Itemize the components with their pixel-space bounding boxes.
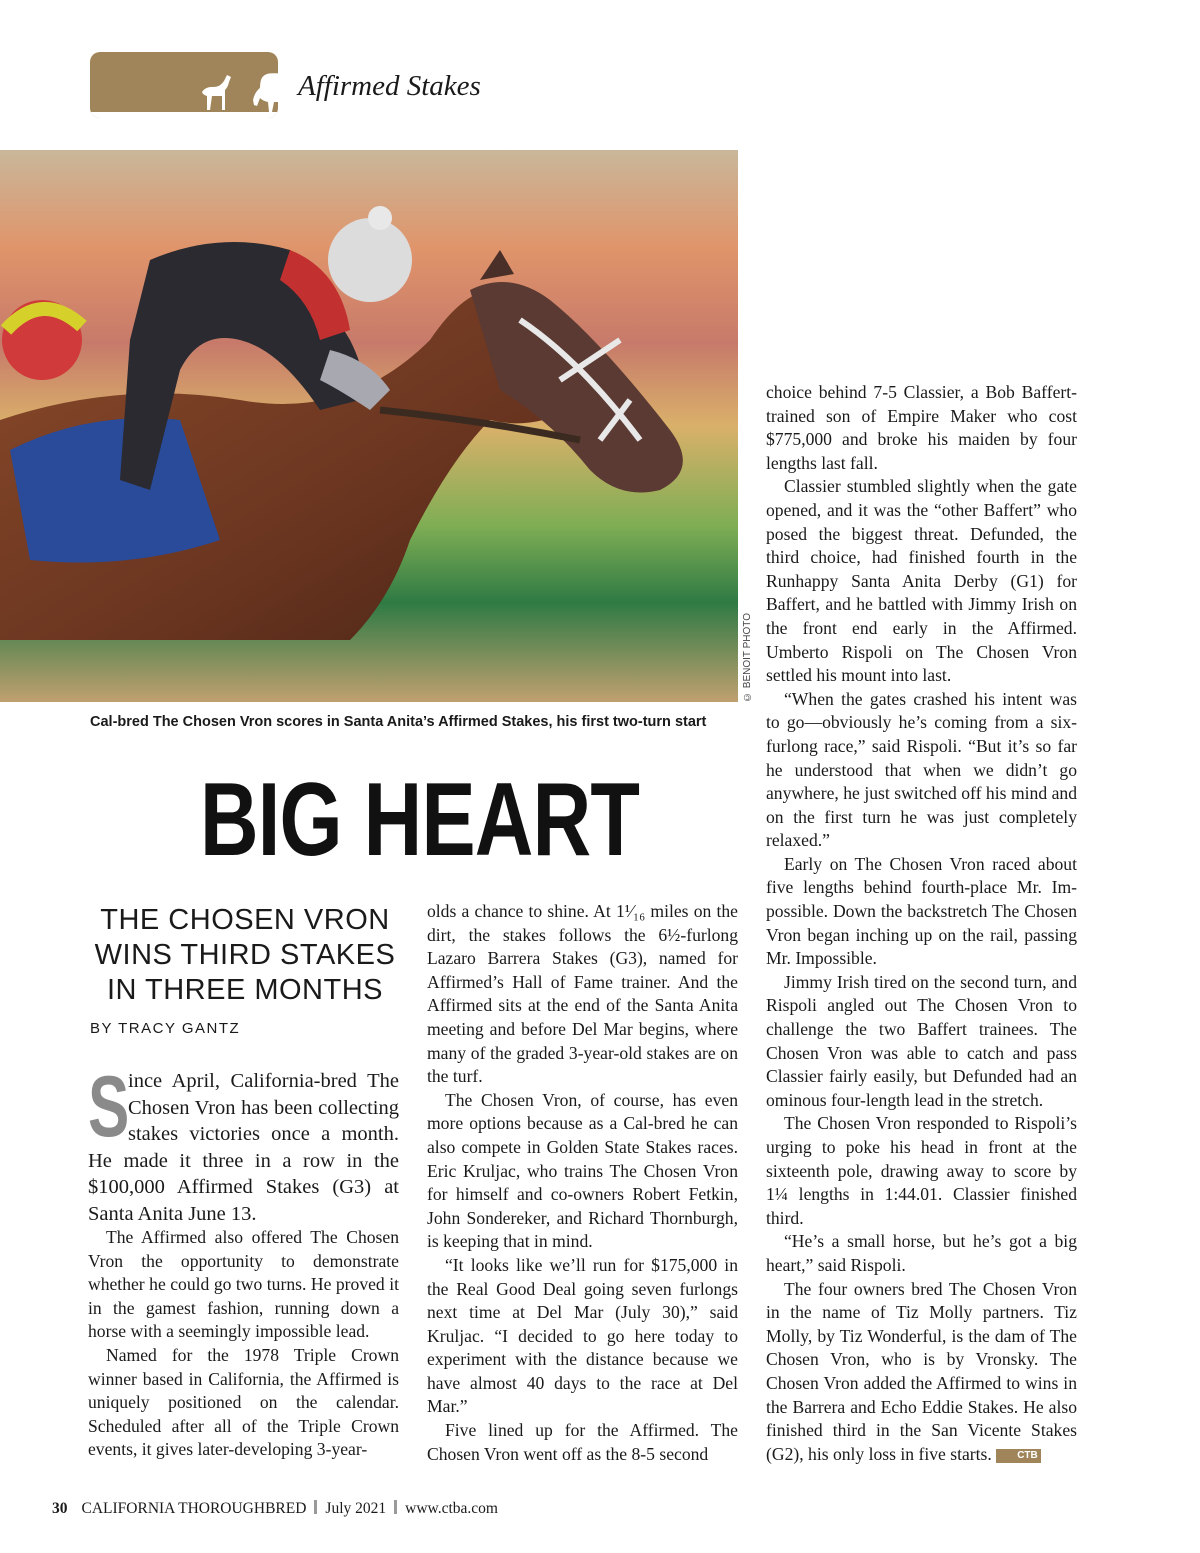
- photo-credit: © BENOIT PHOTO: [742, 613, 753, 702]
- page-footer: [52, 1500, 498, 1518]
- page-number: 30: [52, 1500, 68, 1517]
- body-paragraph: The Chosen Vron, of course, has even more options because as a Cal-bred he can also compete in Golden State Stakes races. Eric Kruljac, who trains The Chosen Vron for himself and co-owners Robert Fetkin, John Sondereker, and Richard Thornburgh, is keeping that in mind.: [427, 1089, 738, 1252]
- issue-date: July 2021: [325, 1500, 387, 1517]
- body-paragraph: choice behind 7-5 Classier, a Bob Baffert-trained son of Empire Maker who cost $775,000 and broke his maiden by four lengths last fall.: [766, 382, 1077, 473]
- drop-cap: S: [88, 1059, 130, 1155]
- body-paragraph: The Chosen Vron responded to Rispoli’s urging to poke his head in front at the sixteenth pole, drawing away to score by 1¼ lengths in 1:44.01. Classier finished third.: [766, 1113, 1077, 1228]
- photo-caption: Cal-bred The Chosen Vron scores in Santa Anita’s Affirmed Stakes, his first two-turn start: [90, 714, 707, 730]
- body-paragraph: Named for the 1978 Triple Crown winner based in California, the Affirmed is uniquely positioned on the calendar. Scheduled after all of the Triple Crown events, it gives later-developing 3-year-: [88, 1344, 399, 1460]
- publication-name: CALIFORNIA THOROUGHBRED: [81, 1500, 307, 1517]
- article-deck: THE CHOSEN VRON WINS THIRD STAKES IN THREE MONTHS: [94, 904, 396, 1006]
- section-title: Affirmed Stakes: [298, 70, 481, 102]
- body-paragraph: olds a chance to shine. At 1¹⁄₁₆ miles on the dirt, the stakes follows the 6½-furlong Lazaro Barrera Stakes (G3), named for Affirmed’s Hall of Fame trainer. And the Affirmed sits at the end of the Santa Anita meeting and before Del Mar begins, where many of the graded 3-year-old stakes are on the turf.: [427, 901, 738, 1087]
- section-badge: [90, 52, 278, 118]
- website-link[interactable]: www.ctba.com: [405, 1500, 498, 1517]
- footer-divider: [314, 1500, 317, 1514]
- body-paragraph: Early on The Chosen Vron raced about five lengths behind fourth-place Mr. Impossible. Down the backstretch The Chosen Vron began inching up on the rail, passing Mr. Impossible.: [766, 853, 1077, 969]
- last-paragraph-text: The four owners bred The Chosen Vron in the name of Tiz Molly partners. Tiz Molly, by Tiz Wonderful, is the dam of The Chosen Vron, who is by Vronsky. The Chosen Vron added the Affirmed to wins in the Barrera and Echo Eddie Stakes. He also finished third in the San Vicente Stakes (G2), his only loss in five starts.: [766, 1278, 1077, 1464]
- column-2: [427, 900, 738, 1466]
- body-paragraph-last: [766, 1278, 1077, 1467]
- race-photo: [0, 150, 738, 702]
- footer-divider: [394, 1500, 397, 1514]
- column-3: [766, 381, 1077, 1466]
- article-headline: BIG HEART: [200, 762, 640, 878]
- lead-text: ince April, California-bred The Chosen Vron has been collecting stakes victories once a month. He made it three in a row in the $100,000 Affirmed Stakes (G3) at Santa Anita June 13.: [88, 1070, 399, 1225]
- body-paragraph: Jimmy Irish tired on the second turn, and Rispoli angled out The Chosen Vron to challenge the two Baffert trainees. The Chosen Vron was able to catch and pass Classier fairly easily, but Defunded had an ominous four-length lead in the stretch.: [766, 971, 1077, 1110]
- body-paragraph: The Affirmed also offered The Chosen Vron the opportunity to demonstrate whether he could go two turns. He proved it in the gamest fashion, running down a horse with a seemingly impossible lead.: [88, 1227, 399, 1342]
- body-paragraph: Five lined up for the Affirmed. The Chosen Vron went off as the 8-5 second: [427, 1420, 738, 1464]
- horses-icon: [90, 52, 278, 118]
- end-mark: CTB: [996, 1449, 1041, 1463]
- horse-racing-image: [0, 150, 738, 702]
- column-1: [88, 1226, 399, 1462]
- body-paragraph: “It looks like we’ll run for $175,000 in the Real Good Deal going seven furlongs next time at Del Mar (July 30),” said Kruljac. “I decided to go here today to experiment with the distance because we have almost 40 days to the race at Del Mar.”: [427, 1254, 738, 1417]
- lead-paragraph: [88, 1059, 399, 1228]
- article-byline: BY TRACY GANTZ: [90, 1020, 241, 1037]
- body-paragraph: “When the gates crashed his intent was to go—obviously he’s coming from a six-furlong race,” said Rispoli. “But it’s so far he understood that when we didn’t go anywhere, he just switched off his mind and on the first turn he was just completely relaxed.”: [766, 688, 1077, 851]
- body-paragraph: “He’s a small horse, but he’s got a big heart,” said Rispoli.: [766, 1231, 1077, 1275]
- body-paragraph: Classier stumbled slightly when the gate opened, and it was the “other Baffert” who posed the biggest threat. Defunded, the third choice, had finished fourth in the Runhappy Santa Anita Derby (G1) for Baffert, and he battled with Jimmy Irish on the front end early in the Affirmed. Umberto Rispoli on The Chosen Vron settled his mount into last.: [766, 476, 1077, 686]
